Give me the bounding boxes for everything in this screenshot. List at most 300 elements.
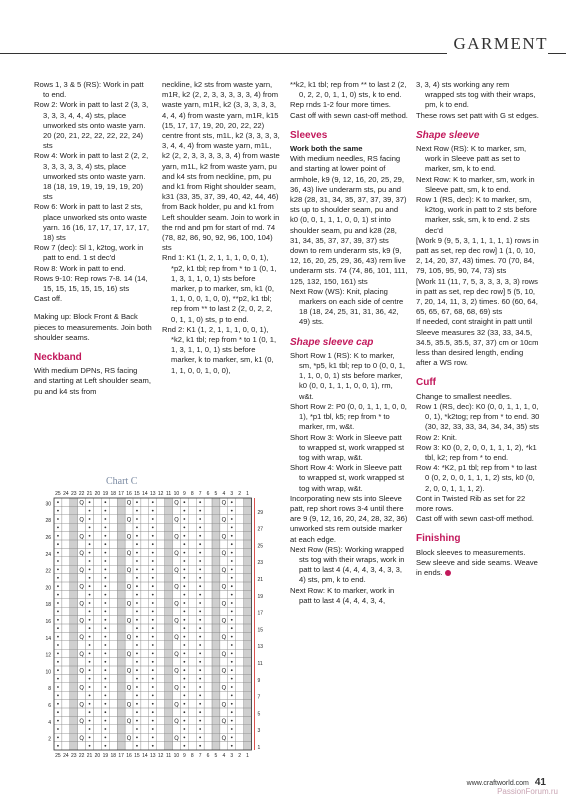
text-block: Row 1 (RS, dec): K to marker, sm, k2tog, work in patt to 2 sts before marker, ssk, sm, k to end. 2 sts dec'd xyxy=(416,195,537,235)
purl-dot xyxy=(183,745,185,747)
twist-symbol: Q xyxy=(79,667,85,675)
col-number: 24 xyxy=(63,491,69,497)
twist-symbol: Q xyxy=(221,550,227,558)
purl-dot xyxy=(231,510,233,512)
purl-dot xyxy=(57,695,59,697)
twist-symbol: Q xyxy=(126,617,132,625)
col-number: 5 xyxy=(214,753,218,759)
purl-dot xyxy=(183,535,185,537)
purl-dot xyxy=(57,686,59,688)
purl-dot xyxy=(183,527,185,529)
purl-dot xyxy=(231,518,233,520)
col-number: 21 xyxy=(86,753,93,759)
purl-dot xyxy=(136,695,138,697)
row-number: 13 xyxy=(257,644,264,651)
text-block: [Work 9 (9, 5, 3, 1, 1, 1, 1, 1) rows in patt as set, rep dec row] 1 (1, 0, 10, 2, 14, 20, 37, 43) times. 70 (70, 84, 79, 105, 95, 90, 74, 73) sts xyxy=(416,235,539,276)
text-block: [Work 11 (11, 7, 5, 3, 3, 3, 3, 3) rows in patt as set, rep dec row] 5 (5, 10, 7, 20, 14, 11, 3, 2) times. 60 (60, 64, 65, 65, 67, 68, 68, 69) sts xyxy=(416,276,538,317)
row-number: 5 xyxy=(257,711,261,718)
twist-symbol: Q xyxy=(174,499,179,507)
purl-dot xyxy=(231,711,233,713)
purl-dot xyxy=(89,711,91,713)
heading-shape-sleeve: Shape sleeve xyxy=(416,129,480,141)
purl-dot xyxy=(104,737,106,739)
twist-symbol: Q xyxy=(126,701,132,709)
purl-dot xyxy=(183,560,185,562)
row-number: 22 xyxy=(45,568,51,575)
purl-dot xyxy=(152,627,154,629)
purl-dot xyxy=(89,535,91,537)
purl-dot xyxy=(136,585,138,587)
purl-dot xyxy=(57,644,59,646)
purl-dot xyxy=(183,703,185,705)
col-number: 15 xyxy=(134,753,140,759)
purl-dot xyxy=(152,636,154,638)
purl-dot xyxy=(152,695,154,697)
col-number: 25 xyxy=(55,491,61,497)
purl-dot xyxy=(104,552,106,554)
purl-dot xyxy=(199,594,201,596)
purl-dot xyxy=(136,653,138,655)
purl-dot xyxy=(89,527,91,529)
purl-dot xyxy=(104,661,106,663)
purl-dot xyxy=(89,627,91,629)
purl-dot xyxy=(57,585,59,587)
purl-dot xyxy=(57,728,59,730)
purl-dot xyxy=(89,745,91,747)
purl-dot xyxy=(183,661,185,663)
purl-dot xyxy=(199,619,201,621)
purl-dot xyxy=(199,686,201,688)
purl-dot xyxy=(231,619,233,621)
purl-dot xyxy=(104,611,106,613)
watermark: PassionForum.ru xyxy=(497,787,558,796)
col-number: 20 xyxy=(94,491,101,497)
col-number: 19 xyxy=(102,753,109,759)
purl-dot xyxy=(152,644,154,646)
purl-dot xyxy=(231,577,233,579)
purl-dot xyxy=(199,585,201,587)
twist-symbol: Q xyxy=(126,684,132,692)
purl-dot xyxy=(136,594,138,596)
purl-dot xyxy=(104,577,106,579)
row-number: 18 xyxy=(45,602,51,609)
purl-dot xyxy=(136,627,138,629)
purl-dot xyxy=(183,594,185,596)
purl-dot xyxy=(104,678,106,680)
twist-symbol: Q xyxy=(174,533,179,541)
twist-symbol: Q xyxy=(126,718,132,726)
purl-dot xyxy=(152,669,154,671)
purl-dot xyxy=(104,669,106,671)
twist-symbol: Q xyxy=(79,650,85,658)
text-block: Row 4: *K2, p1 tbl; rep from * to last 0 (0, 2, 0, 0, 1, 1, 1, 2) sts, k0 (0, 2, 0, 0, 1, 1, 1, 2). xyxy=(416,463,537,493)
purl-dot xyxy=(136,720,138,722)
purl-dot xyxy=(183,585,185,587)
purl-dot xyxy=(57,745,59,747)
purl-dot xyxy=(231,560,233,562)
twist-symbol: Q xyxy=(79,583,85,591)
col-number: 1 xyxy=(246,491,249,497)
purl-dot xyxy=(152,518,154,520)
row-number: 17 xyxy=(257,610,264,617)
purl-dot xyxy=(104,527,106,529)
purl-dot xyxy=(89,728,91,730)
text-block: Work both the same xyxy=(290,144,363,154)
col-number: 7 xyxy=(198,753,202,759)
twist-symbol: Q xyxy=(126,550,132,558)
col-number: 3 xyxy=(230,491,234,497)
purl-dot xyxy=(104,695,106,697)
row-number: 14 xyxy=(45,635,51,642)
twist-symbol: Q xyxy=(174,667,179,675)
purl-dot xyxy=(199,653,201,655)
purl-dot xyxy=(152,560,154,562)
purl-dot xyxy=(136,527,138,529)
col-number: 14 xyxy=(142,491,148,497)
twist-symbol: Q xyxy=(221,667,227,675)
purl-dot xyxy=(199,501,201,503)
purl-dot xyxy=(89,594,91,596)
purl-dot xyxy=(57,653,59,655)
purl-dot xyxy=(231,728,233,730)
purl-dot xyxy=(183,627,185,629)
purl-dot xyxy=(199,644,201,646)
text-block: Short Row 2: P0 (0, 0, 1, 1, 1, 0, 0, 1), *p1 tbl, k5; rep from * to marker, rm, w&t. xyxy=(290,401,407,432)
purl-dot xyxy=(57,569,59,571)
purl-dot xyxy=(183,602,185,604)
purl-dot xyxy=(89,560,91,562)
col-number: 23 xyxy=(70,753,77,759)
purl-dot xyxy=(199,527,201,529)
section-label: GARMENT xyxy=(447,34,548,54)
purl-dot xyxy=(199,611,201,613)
purl-dot xyxy=(152,585,154,587)
purl-dot xyxy=(104,560,106,562)
purl-dot xyxy=(231,720,233,722)
col-number: 16 xyxy=(126,491,132,497)
text-block: Row 2: Work in patt to last 2 (3, 3, 3, 3, 3, 4, 4, 4) sts, place unworked sts onto waste yarn. 20 (20, 21, 22, 22, 22, 22, 24) sts xyxy=(34,100,149,151)
purl-dot xyxy=(136,543,138,545)
purl-dot xyxy=(136,711,138,713)
purl-dot xyxy=(57,510,59,512)
text-block: With medium needles, RS facing and starting at lower point of armhole, k9 (9, 12, 16, 20, 25, 29, 36, 43) live underarm sts, pu and k28 (28, 31, 34, 35, 37, 37, 39, 37) sts up to shoulder seam, pu and k0 (0, 0, 1, 1, 1, 0, 0, 1) st into shoulder seam, pu and k28 (28, 31, 34, 35, 37, 37, 39, 37) sts down to rem underarm sts, k9 (9, 12, 16, 20, 25, 29, 36, 43) rem live underarm sts. 74 (74, 86, 101, 111, 125, 132, 150, 161) sts xyxy=(290,154,408,286)
twist-symbol: Q xyxy=(221,533,227,541)
chart-title: Chart C xyxy=(106,476,138,487)
text-block: Rnd 1: K1 (1, 2, 1, 1, 1, 0, 0, 1), *p2, k1 tbl; rep from * to 1 (0, 1, 1, 3, 1, 1, 0, 1) sts before marker, p to marker, sm, k1 (0, 1, 1, 0, 0, 1, 0, 0), **p2, k1 tbl; rep from ** to last 2 (2, 0, 2, 2, 0, 1, 1, 0) sts, p to end. xyxy=(162,253,277,324)
purl-dot xyxy=(183,619,185,621)
text-block: Cast off. xyxy=(34,294,63,304)
col-number: 9 xyxy=(182,491,186,497)
text-block: If needed, cont straight in patt until Sleeve measures 32 (33, 33, 34.5, 34.5, 35.5, 35.5, 37, 37) cm or 10cm less than desired length, ending after a WS row. xyxy=(416,317,539,368)
purl-dot xyxy=(199,569,201,571)
purl-dot xyxy=(199,518,201,520)
twist-symbol: Q xyxy=(174,684,179,692)
purl-dot xyxy=(183,653,185,655)
text-block: Row 2: Knit. xyxy=(416,432,457,442)
text-block: Rep rnds 1-2 four more times. Cast off with sewn cast-off method. xyxy=(290,100,408,120)
purl-dot xyxy=(57,535,59,537)
text-block: Row 3: K0 (0, 2, 0, 0, 1, 1, 1, 2), *k1 tbl, k2; rep from * to end. xyxy=(416,442,537,462)
purl-dot xyxy=(57,711,59,713)
purl-dot xyxy=(104,569,106,571)
purl-dot xyxy=(104,619,106,621)
purl-dot xyxy=(152,653,154,655)
purl-dot xyxy=(199,678,201,680)
col-number: 18 xyxy=(110,491,117,497)
purl-dot xyxy=(104,518,106,520)
text-block: Next Row: K to marker, sm, work in Sleeve patt, sm, k to end. xyxy=(416,174,535,194)
purl-dot xyxy=(231,636,233,638)
purl-dot xyxy=(57,619,59,621)
purl-dot xyxy=(199,535,201,537)
purl-dot xyxy=(57,636,59,638)
purl-dot xyxy=(89,602,91,604)
purl-dot xyxy=(199,745,201,747)
row-number: 7 xyxy=(257,694,261,701)
twist-symbol: Q xyxy=(174,617,179,625)
text-block xyxy=(416,548,540,579)
purl-dot xyxy=(183,518,185,520)
purl-dot xyxy=(89,695,91,697)
twist-symbol: Q xyxy=(174,718,179,726)
col-number: 22 xyxy=(78,491,85,497)
purl-dot xyxy=(136,535,138,537)
row-number: 16 xyxy=(45,619,51,625)
twist-symbol: Q xyxy=(221,566,227,574)
row-number: 26 xyxy=(45,535,51,541)
col-number: 6 xyxy=(206,753,210,759)
purl-dot xyxy=(104,686,106,688)
purl-dot xyxy=(183,569,185,571)
row-number: 1 xyxy=(257,745,261,751)
purl-dot xyxy=(89,585,91,587)
twist-symbol: Q xyxy=(79,734,85,742)
purl-dot xyxy=(231,501,233,503)
purl-dot xyxy=(89,611,91,613)
purl-dot xyxy=(199,543,201,545)
text-block: With medium DPNs, RS facing and starting at Left shoulder seam, pu and k4 sts from xyxy=(34,366,151,396)
col-number: 14 xyxy=(142,753,148,759)
purl-dot xyxy=(89,518,91,520)
purl-dot xyxy=(104,501,106,503)
purl-dot xyxy=(199,602,201,604)
purl-dot xyxy=(231,594,233,596)
row-number: 11 xyxy=(257,661,263,667)
text-block: Short Row 1 (RS): K to marker, sm, *p5, k1 tbl; rep to 0 (0, 0, 1, 1, 1, 0, 0, 1) sts before marker, k0 (0, 0, 1, 1, 1, 0, 0, 1), rm, w&t. xyxy=(290,350,405,401)
purl-dot xyxy=(183,611,185,613)
purl-dot xyxy=(183,543,185,545)
purl-dot xyxy=(199,661,201,663)
col-number: 19 xyxy=(102,491,109,497)
purl-dot xyxy=(104,585,106,587)
purl-dot xyxy=(231,678,233,680)
purl-dot xyxy=(104,594,106,596)
twist-symbol: Q xyxy=(126,650,132,658)
purl-dot xyxy=(89,703,91,705)
purl-dot xyxy=(231,611,233,613)
purl-dot xyxy=(57,602,59,604)
heading-finishing: Finishing xyxy=(416,533,461,545)
purl-dot xyxy=(89,501,91,503)
purl-dot xyxy=(199,711,201,713)
twist-symbol: Q xyxy=(79,684,85,692)
purl-dot xyxy=(152,527,154,529)
purl-dot xyxy=(57,594,59,596)
col-number: 15 xyxy=(134,491,140,497)
twist-symbol: Q xyxy=(126,566,132,574)
twist-symbol: Q xyxy=(221,684,227,692)
twist-symbol: Q xyxy=(79,550,85,558)
twist-symbol: Q xyxy=(126,667,132,675)
purl-dot xyxy=(136,669,138,671)
col-number: 5 xyxy=(214,491,218,497)
purl-dot xyxy=(89,686,91,688)
twist-symbol: Q xyxy=(79,600,85,608)
purl-dot xyxy=(231,527,233,529)
heading-sleeve-cap: Shape sleeve cap xyxy=(290,336,374,348)
purl-dot xyxy=(57,543,59,545)
purl-dot xyxy=(152,611,154,613)
purl-dot xyxy=(57,669,59,671)
purl-dot xyxy=(57,661,59,663)
purl-dot xyxy=(57,720,59,722)
purl-dot xyxy=(136,644,138,646)
text-block: Rows 9-10: Rep rows 7-8. 14 (14, 15, 15, 15, 15, 15, 16) sts xyxy=(34,273,148,294)
col-number: 10 xyxy=(173,753,180,759)
purl-dot xyxy=(199,720,201,722)
purl-dot xyxy=(136,518,138,520)
purl-dot xyxy=(231,686,233,688)
purl-dot xyxy=(152,602,154,604)
col-number: 9 xyxy=(182,753,186,759)
purl-dot xyxy=(89,661,91,663)
purl-dot xyxy=(136,569,138,571)
purl-dot xyxy=(136,661,138,663)
purl-dot xyxy=(104,728,106,730)
purl-dot xyxy=(152,720,154,722)
purl-dot xyxy=(152,728,154,730)
row-number: 29 xyxy=(257,509,264,516)
twist-symbol: Q xyxy=(79,701,85,709)
twist-symbol: Q xyxy=(221,516,227,524)
purl-dot xyxy=(183,552,185,554)
twist-symbol: Q xyxy=(221,718,227,726)
row-number: 27 xyxy=(257,526,264,533)
purl-dot xyxy=(57,703,59,705)
twist-symbol: Q xyxy=(126,533,132,541)
twist-symbol: Q xyxy=(174,634,179,642)
knitting-chart xyxy=(34,468,266,773)
purl-dot xyxy=(152,678,154,680)
col-number: 4 xyxy=(222,753,226,759)
purl-dot xyxy=(89,510,91,512)
purl-dot xyxy=(183,711,185,713)
heading-sleeves: Sleeves xyxy=(290,129,328,141)
purl-dot xyxy=(104,745,106,747)
purl-dot xyxy=(104,543,106,545)
purl-dot xyxy=(136,552,138,554)
row-number: 21 xyxy=(257,577,264,583)
row-number: 25 xyxy=(257,543,264,550)
twist-symbol: Q xyxy=(79,499,85,507)
heading-neckband: Neckband xyxy=(34,352,82,364)
twist-symbol: Q xyxy=(174,583,179,591)
purl-dot xyxy=(152,737,154,739)
purl-dot xyxy=(199,737,201,739)
col-number: 17 xyxy=(118,491,124,497)
purl-dot xyxy=(104,644,106,646)
purl-dot xyxy=(199,627,201,629)
purl-dot xyxy=(136,501,138,503)
row-number: 28 xyxy=(45,518,51,525)
text-block: Rows 1, 3 & 5 (RS): Work in patt to end. xyxy=(34,80,144,100)
purl-dot xyxy=(231,569,233,571)
purl-dot xyxy=(183,678,185,680)
twist-symbol: Q xyxy=(126,499,132,507)
purl-dot xyxy=(231,737,233,739)
purl-dot xyxy=(231,535,233,537)
purl-dot xyxy=(104,711,106,713)
text-block: neckline, k2 sts from waste yarn, m1R, k2 (2, 2, 3, 3, 3, 3, 3, 4) from waste yarn, m1R, k2 (3, 3, 3, 3, 3, 4, 4, 4) from waste yarn, m1R, k15 (15, 17, 17, 19, 20, 20, 22, 22) centre front sts, m1L, k2 (3, 3, 3, 3, 3, 4, 4, 4) from waste yarn, m1L, k2 (2, 2, 3, 3, 3, 3, 3, 4) from waste yarn, m1L, k2 from waste yarn, pu and k4 sts from neckline, pm, pu and k1 from Right shoulder seam, k31 (33, 35, 37, 39, 40, 42, 44, 46) from Back holder, pu and k1 from Left shoulder seam. Join to work in the rnd and pm for start of rnd. 74 (78, 82, 86, 90, 92, 96, 100, 104) sts xyxy=(162,80,280,253)
row-number: 9 xyxy=(257,677,261,684)
twist-symbol: Q xyxy=(221,499,227,507)
col-number: 23 xyxy=(70,491,77,497)
purl-dot xyxy=(89,644,91,646)
twist-symbol: Q xyxy=(126,583,132,591)
twist-symbol: Q xyxy=(79,533,85,541)
purl-dot xyxy=(231,661,233,663)
twist-symbol: Q xyxy=(174,566,179,574)
purl-dot xyxy=(183,510,185,512)
col-number: 24 xyxy=(63,753,69,759)
purl-dot xyxy=(183,577,185,579)
twist-symbol: Q xyxy=(79,718,85,726)
row-number: 30 xyxy=(45,501,51,508)
twist-symbol: Q xyxy=(174,516,179,524)
col-number: 2 xyxy=(238,753,242,759)
purl-dot xyxy=(199,728,201,730)
purl-dot xyxy=(89,552,91,554)
purl-dot xyxy=(199,703,201,705)
purl-dot xyxy=(231,552,233,554)
twist-symbol: Q xyxy=(126,734,132,742)
twist-symbol: Q xyxy=(126,600,132,608)
text-block: 3, 3, 4) sts working any rem wrapped sts tog with their wraps, pm, k to end. xyxy=(416,80,536,110)
page-number: 41 xyxy=(534,777,546,788)
purl-dot xyxy=(152,501,154,503)
heading-cuff: Cuff xyxy=(416,377,436,389)
purl-dot xyxy=(231,585,233,587)
purl-dot xyxy=(57,560,59,562)
purl-dot xyxy=(89,669,91,671)
purl-dot xyxy=(199,560,201,562)
text-block: Row 6: Work in patt to last 2 sts, place unworked sts onto waste yarn. 16 (16, 17, 17, 17, 17, 17, 18) sts xyxy=(34,202,149,243)
purl-dot xyxy=(104,627,106,629)
purl-dot xyxy=(89,720,91,722)
text-block: Short Row 4: Work in Sleeve patt to wrapped st, work wrapped st tog with wrap, w&t. xyxy=(290,463,405,493)
col-number: 16 xyxy=(126,753,132,759)
col-number: 20 xyxy=(94,753,101,759)
text-block: Making up: Block Front & Back pieces to measurements. Join both shoulder seams. xyxy=(34,312,152,342)
purl-dot xyxy=(89,653,91,655)
row-number: 23 xyxy=(257,560,264,567)
row-number: 10 xyxy=(45,669,51,676)
row-number: 2 xyxy=(48,736,51,743)
purl-dot xyxy=(89,543,91,545)
purl-dot xyxy=(231,703,233,705)
col-number: 11 xyxy=(165,491,172,497)
purl-dot xyxy=(136,560,138,562)
